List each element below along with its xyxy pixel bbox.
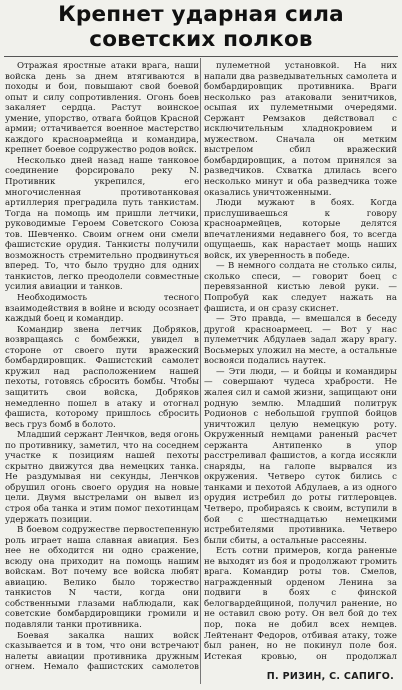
article-headline — [0, 2, 402, 52]
paragraph: — Это правда, — вмешался в беседу другой красноармеец. — Вот у нас пулеметчик Абдулаев задал жару врагу. Восьмерых уложил на месте, а остальные восвояси подались наутек. — [204, 314, 397, 367]
headline-line-1: Крепнет ударная сила — [58, 2, 344, 27]
right-column — [204, 61, 397, 661]
author-signature: П. РИЗИН, С. САПИГО. — [266, 671, 394, 682]
paragraph: В боевом содружестве первостепенную роль играет наша славная авиация. Без нее не обходится ни одно сражение, всюду она приходит на помощь нашим войскам. Вот почему все войска любят авиацию. Велико было торжество танкистов N части, когда они собственными глазами наблюдали, как советские бомбардировщики громили и подавляли танки противника. — [5, 525, 199, 630]
paragraph: Отражая яростные атаки врага, наши войска день за днем втягиваются в походы и бои, повышают свой боевой опыт и силу сопротивления. Огонь боев закаляет сердца. Растут воинское умение, упорство, отвага бойцов Красной армии; оттачивается военное мастерство каждого красноармейца и командира, крепнет боевое содружество родов войск. — [5, 61, 199, 156]
paragraph: Есть сотни примеров, когда раненые не выходят из боя и продолжают громить врага. Командир роты тов. Смелов, награжденный орденом Ленина за подвиги в боях с финской белогвардейщиной, получил ранение, но не оставил свою роту. Он вел бой до тех пор, пока не добил всех немцев. Лейтенант Федоров, отбивая атаку, тоже был ранен, но не покинул поле боя. Истекая кровью, он продолжал — [204, 546, 397, 661]
paragraph: Командир звена летчик Добряков, возвращаясь с бомбежки, увидел в стороне от своего пути вражеский бомбардировщик. Фашистский самолет кружил над расположением нашей пехоты, готовясь сбросить бомбы. Чтобы защитить свои войска, Добряков немедленно пошел в атаку и отогнал фашиста, которому пришлось сбросить весь груз бомб в болото. — [5, 324, 199, 430]
headline-rule — [4, 56, 398, 57]
paragraph: Боевая закалка наших войск сказывается и в том, что они встречают налеты авиации противника дружным огнем. Немало фашистских самолетов — [5, 630, 199, 673]
left-column — [5, 61, 199, 673]
paragraph: Необходимость тесного взаимодействия в войне и всюду осознает каждый боец и командир. — [5, 293, 199, 325]
paragraph: Младший сержант Ленчков, ведя огонь по противнику, заметил, что на соседнем участке к позициям нашей пехоты скрытно движутся два немецких танка. Не раздумывая ни секунды, Ленчков обрушил огонь своего орудия на новые цели. Двумя выстрелами он вывел из строя оба танка и этим помог пехотинцам удержать позиции. — [5, 430, 199, 525]
paragraph: — Эти люди, — и бойцы и командиры — совершают чудеса храбрости. Не жалея сил и самой жизни, защищают они родную землю. Младший политрук Родионов с небольшой группой бойцов уничтожил целую немецкую роту. Окруженный немцами раненый расчет сержанта Антипенко в упор расстреливал фашистов, а когда иссякли снаряды, на галопе вырвался из окружения. Четверо суток бились с танками и пехотой Абдулаев, а из одного орудия истребил до роты гитлеровцев. Четверо, пробираясь к своим, вступили в бой с шестнадцатью немецкими истребителями противника. Четверо были сбиты, а остальные рассеяны. — [204, 366, 397, 546]
paragraph: — В немного солдата не столько силы, сколько спеси, — говорит боец с перевязанной кистью левой руки. — Попробуй как следует нажать на фашиста, и он сразу скиснет. — [204, 261, 397, 314]
headline-line-2: советских полков — [89, 27, 313, 52]
column-divider — [200, 58, 201, 684]
paragraph: Несколько дней назад наше танковое соединение форсировало реку N. Противник укрепился, его многочисленная противотанковая артиллерия преградила путь танкистам. Тогда на помощь им пришли летчики, руководимые Героем Советского Союза тов. Шевченко. Своим огнем они смели фашистские орудия. Танкисты получили возможность стремительно продвинуться вперед. То, что было трудно для одних танкистов, легко преодолели совместные усилия авиации и танков. — [5, 155, 199, 293]
paragraph: пулеметной установкой. На них напали два разведывательных самолета и бомбардировщик противника. Враги несколько раз атаковали зенитчиков, осыпая их пулеметными очередями. Сержант Ремзаков действовал с исключительным хладнокровием и мужеством. Сначала он метким выстрелом сбил вражеский бомбардировщик, а потом принялся за разведчиков. Схватка длилась всего несколько минут и оба разведчика тоже оказались уничтоженными. — [204, 61, 397, 198]
paragraph: Люди мужают в боях. Когда прислушиваешься к говору красноармейцев, которые делятся впечатлениями недавнего боя, то всегда ощущаешь, как нарастает мощь наших войск, их уверенность в победе. — [204, 198, 397, 261]
